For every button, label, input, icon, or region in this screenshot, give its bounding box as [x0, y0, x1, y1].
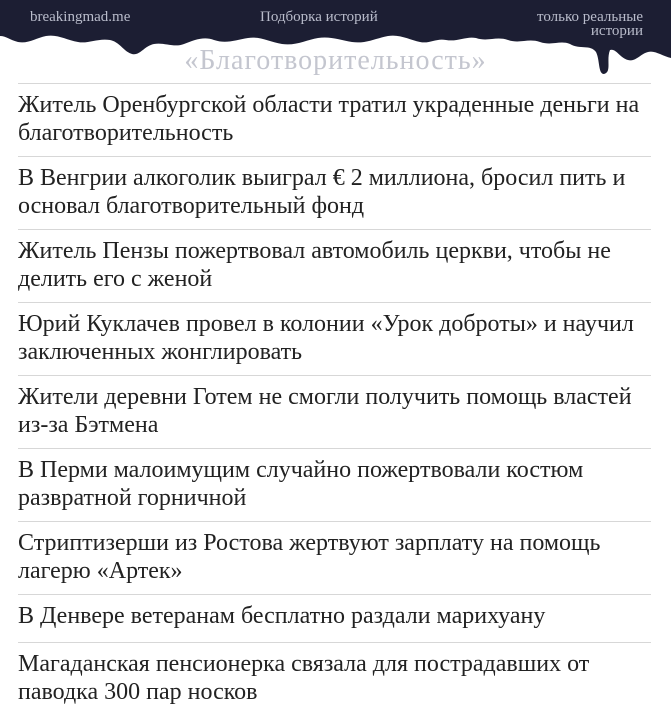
- story-title[interactable]: В Перми малоимущим случайно пожертвовали костюм развратной горничной: [18, 457, 584, 511]
- story-item[interactable]: [18, 302, 651, 375]
- story-item[interactable]: [18, 448, 651, 521]
- story-title[interactable]: Жители деревни Готем не смогли получить помощь властей из-за Бэтмена: [18, 384, 632, 438]
- story-title[interactable]: Юрий Куклачев провел в колонии «Урок доброты» и научил заключенных жонглировать: [18, 311, 634, 365]
- site-logo-text[interactable]: breakingmad.me: [30, 9, 131, 25]
- story-title[interactable]: Магаданская пенсионерка связала для пострадавших от паводка 300 пар носков: [18, 651, 590, 705]
- story-list: [18, 83, 651, 722]
- story-item[interactable]: [18, 375, 651, 448]
- story-item[interactable]: [18, 229, 651, 302]
- story-item[interactable]: [18, 156, 651, 229]
- story-item[interactable]: [18, 83, 651, 156]
- tagline: только реальные истории: [537, 9, 643, 39]
- story-title[interactable]: В Денвере ветеранам бесплатно раздали марихуану: [18, 603, 546, 629]
- story-item[interactable]: [18, 594, 651, 642]
- story-title[interactable]: Житель Пензы пожертвовал автомобиль церкви, чтобы не делить его с женой: [18, 238, 611, 292]
- site-header: [0, 0, 671, 80]
- story-item[interactable]: [18, 642, 651, 722]
- collection-label: Подборка историй: [260, 9, 378, 25]
- section-title: «Благотворительность»: [184, 45, 487, 76]
- story-title[interactable]: Стриптизерши из Ростова жертвуют зарплату на помощь лагерю «Артек»: [18, 530, 601, 584]
- story-title[interactable]: Житель Оренбургской области тратил украденные деньги на благотворительность: [18, 92, 640, 146]
- story-item[interactable]: [18, 521, 651, 594]
- story-title[interactable]: В Венгрии алкоголик выиграл € 2 миллиона, бросил пить и основал благотворительный фонд: [18, 165, 626, 219]
